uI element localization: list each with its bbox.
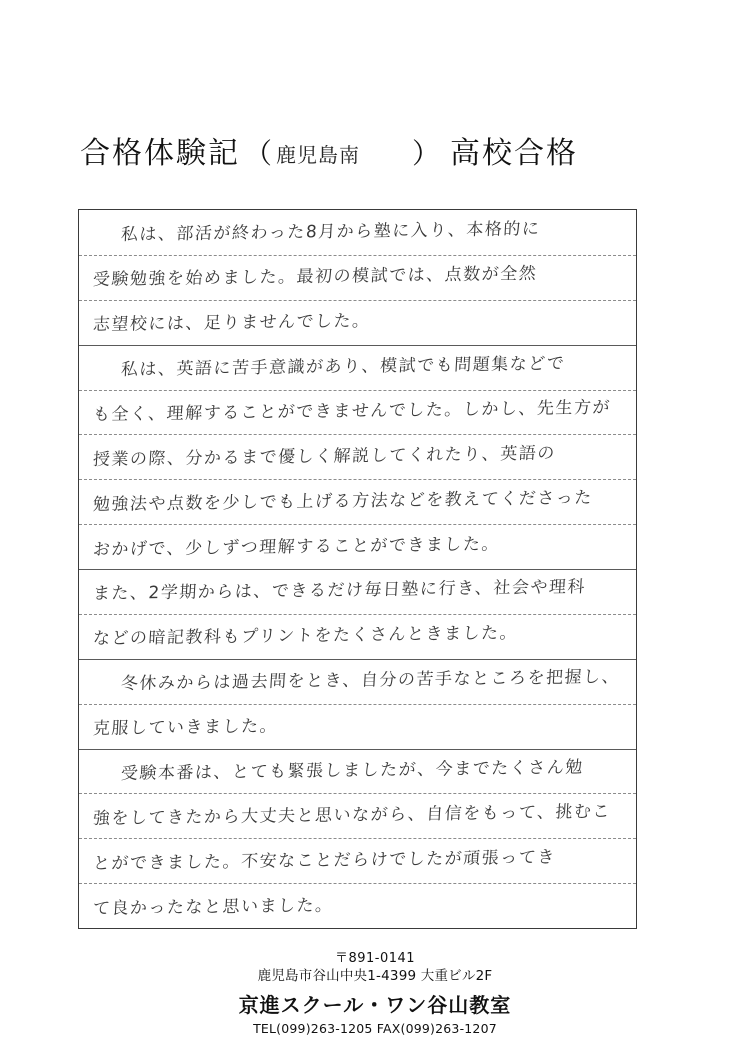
footer-block — [0, 950, 750, 1037]
sheet-rule — [79, 704, 636, 705]
sheet-rule — [79, 793, 636, 794]
sheet-rule — [79, 838, 636, 839]
essay-line: 受験勉強を始めました。最初の模試では、点数が全然 — [92, 264, 538, 291]
title-suffix-text: 高校合格 — [450, 136, 579, 171]
title-open-paren: （ — [244, 137, 273, 170]
footer-brand: 京進スクール・ワン谷山教室 — [238, 993, 512, 1017]
essay-line: て良かったなと思いました。 — [92, 895, 335, 919]
sheet-rule — [79, 300, 636, 301]
sheet-rule — [79, 614, 636, 615]
sheet-rule — [79, 390, 636, 391]
essay-line: おかげで、少しずつ理解することができました。 — [92, 533, 501, 560]
essay-line: などの暗記教科もプリントをたくさんときました。 — [92, 623, 519, 650]
essay-line: とができました。不安なことだらけでしたが頑張ってき — [92, 847, 557, 874]
essay-line: 志望校には、足りませんでした。 — [92, 311, 372, 336]
footer-address: 鹿児島市谷山中央1-4399 大重ビル2F — [257, 968, 493, 984]
essay-line: 受験本番は、とても緊張しましたが、今までたくさん勉 — [120, 757, 585, 784]
essay-line: 勉強法や点数を少しでも上げる方法などを教えてくださった — [92, 487, 594, 515]
sheet-rule — [79, 883, 636, 884]
sheet-rule — [79, 569, 636, 570]
sheet-rule — [79, 345, 636, 346]
footer-tel: TEL(099)263-1205 FAX(099)263-1207 — [253, 1021, 497, 1036]
sheet-rule — [79, 524, 636, 525]
sheet-rule — [79, 749, 636, 750]
essay-line: も全く、理解することができませんでした。しかし、先生方が — [92, 397, 612, 425]
essay-line: 冬休みからは過去問をとき、自分の苦手なところを把握し、 — [120, 667, 621, 695]
school-name-text: 鹿児島南 — [276, 143, 361, 167]
sheet-rule — [79, 479, 636, 480]
page-title — [80, 128, 680, 172]
title-main-text: 合格体験記 — [80, 136, 240, 171]
essay-sheet-inner — [79, 210, 636, 928]
essay-line: 強をしてきたから大丈夫と思いながら、自信をもって、挑むこ — [92, 801, 612, 829]
essay-line: 授業の際、分かるまで優しく解説してくれたり、英語の — [92, 443, 557, 470]
essay-line: 克服していきました。 — [92, 716, 279, 740]
essay-line: 私は、部活が終わった8月から塾に入り、本格的に — [120, 219, 541, 246]
sheet-rule — [79, 255, 636, 256]
sheet-rule — [79, 659, 636, 660]
essay-line: 私は、英語に苦手意識があり、模試でも問題集などで — [120, 353, 566, 381]
footer-zip: 〒891-0141 — [334, 951, 416, 966]
sheet-rule — [79, 434, 636, 435]
essay-sheet — [78, 209, 637, 929]
title-close-paren: ） — [412, 137, 441, 170]
essay-line: また、2学期からは、できるだけ毎日塾に行き、社会や理科 — [92, 577, 587, 605]
